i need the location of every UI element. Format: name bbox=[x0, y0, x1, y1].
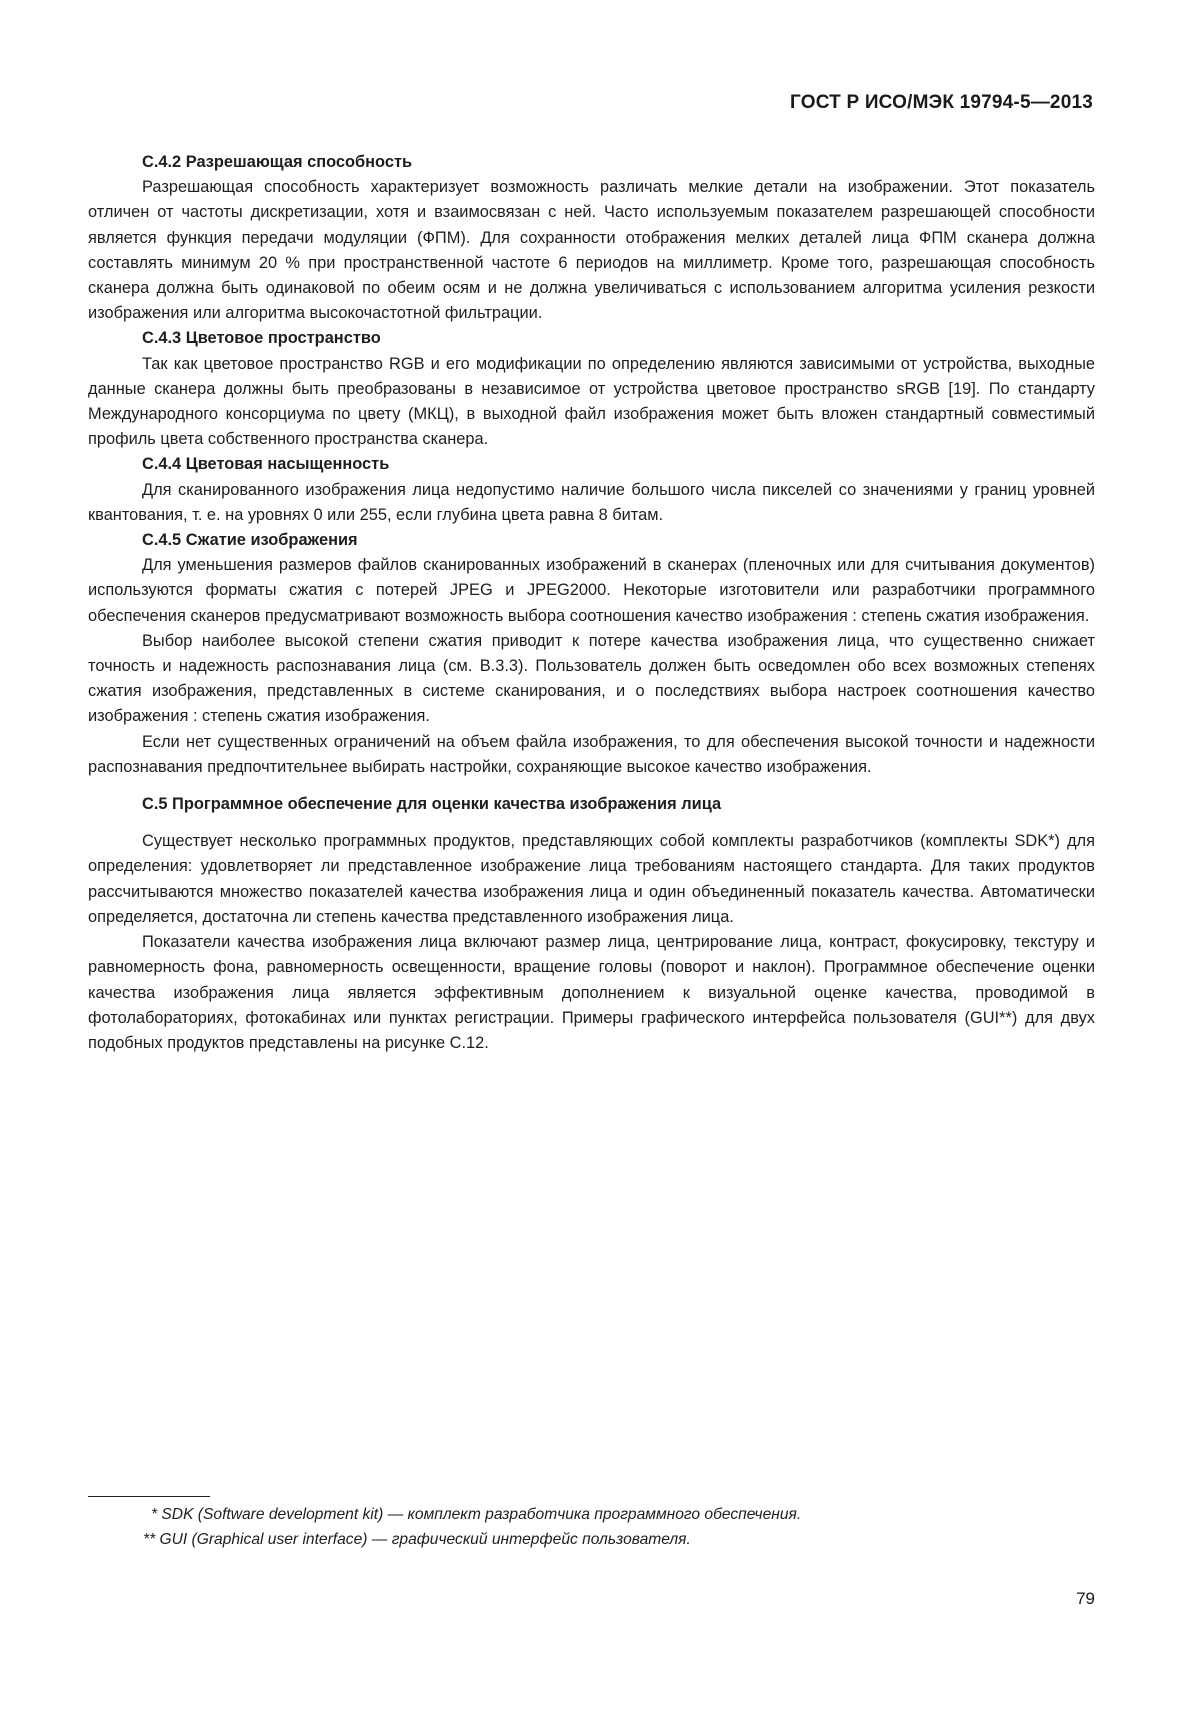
paragraph: Показатели качества изображения лица включают размер лица, центрирование лица, контраст, фокусировку, текстуру и равномерность фона, равномерность освещенности, вращение головы (поворот и наклон). Программное обеспечение оценки качества изображения лица является эффективным дополнением к визуальной оценке качества, проводимой в фотолабораториях, фотокабинах или пунктах регистрации. Примеры графического интерфейса пользователя (GUI**) для двух подобных продуктов представлены на рисунке С.12. bbox=[88, 933, 1095, 1052]
page-body bbox=[88, 150, 1095, 1056]
footnote-sdk: * SDK (Software development kit) — комплект разработчика программного обеспечения. bbox=[151, 1506, 802, 1523]
footnote-gui: ** GUI (Graphical user interface) — графический интерфейс пользователя. bbox=[143, 1531, 691, 1548]
paragraph: Так как цветовое пространство RGB и его модификации по определению являются зависимыми от устройства, выходные данные сканера должны быть преобразованы в независимое от устройства цветовое пространство sRGB [19]. По стандарту Международного консорциума по цвету (МКЦ), в выходной файл изображения может быть вложен стандартный совместимый профиль цвета собственного пространства сканера. bbox=[88, 354, 1095, 449]
footnotes bbox=[88, 1502, 1088, 1552]
paragraph: Для сканированного изображения лица недопустимо наличие большого числа пикселей со значениями у границ уровней квантования, т. е. на уровнях 0 или 255, если глубина цвета равна 8 битам. bbox=[88, 480, 1095, 524]
paragraph: Разрешающая способность характеризует возможность различать мелкие детали на изображении. Этот показатель отличен от частоты дискретизации, хотя и взаимосвязан с ней. Часто используемым показателем разрешающей способности является функция передачи модуляции (ФПМ). Для сохранности отображения мелких деталей лица ФПМ сканера должна составлять минимум 20 % при пространственной частоте 6 периодов на миллиметр. Кроме того, разрешающая способность сканера должна быть одинаковой по обеим осям и не должна увеличиваться с использованием алгоритма усиления резкости изображения или алгоритма высокочастотной фильтрации. bbox=[88, 178, 1095, 323]
paragraph: Если нет существенных ограничений на объем файла изображения, то для обеспечения высокой точности и надежности распознавания предпочтительнее выбирать настройки, сохраняющие высокое качество изображения. bbox=[88, 732, 1095, 776]
section-heading-c45: С.4.5 Сжатие изображения bbox=[142, 531, 358, 550]
footnote-divider bbox=[88, 1496, 210, 1497]
paragraph: Выбор наиболее высокой степени сжатия приводит к потере качества изображения лица, что существенно снижает точность и надежность распознавания лица (см. В.3.3). Пользователь должен быть осведомлен обо всех возможных степенях сжатия изображения, представленных в системе сканирования, и о последствиях выбора настроек соотношения качество изображения : степень сжатия изображения. bbox=[88, 631, 1095, 726]
page-number: 79 bbox=[1076, 1589, 1095, 1608]
paragraph: Существует несколько программных продуктов, представляющих собой комплекты разработчиков (комплекты SDK*) для определения: удовлетворяет ли представленное изображение лица требованиям настоящего стандарта. Для таких продуктов рассчитываются множество показателей качества изображения лица и один объединенный показатель качества. Автоматически определяется, достаточна ли степень качества представленного изображения лица. bbox=[88, 832, 1095, 926]
paragraph: Для уменьшения размеров файлов сканированных изображений в сканерах (пленочных или для считывания документов) используются форматы сжатия с потерей JPEG и JPEG2000. Некоторые изготовители или разработчики программного обеспечения сканеров предусматривают возможность выбора соотношения качество изображения : степень сжатия изображения. bbox=[88, 556, 1095, 625]
section-heading-c43: С.4.3 Цветовое пространство bbox=[142, 329, 381, 348]
section-heading-c42: С.4.2 Разрешающая способность bbox=[142, 153, 413, 171]
section-heading-c44: С.4.4 Цветовая насыщенность bbox=[142, 455, 390, 474]
document-header: ГОСТ Р ИСО/МЭК 19794-5—2013 bbox=[790, 92, 1093, 113]
section-heading-c5: С.5 Программное обеспечение для оценки качества изображения лица bbox=[142, 795, 722, 814]
